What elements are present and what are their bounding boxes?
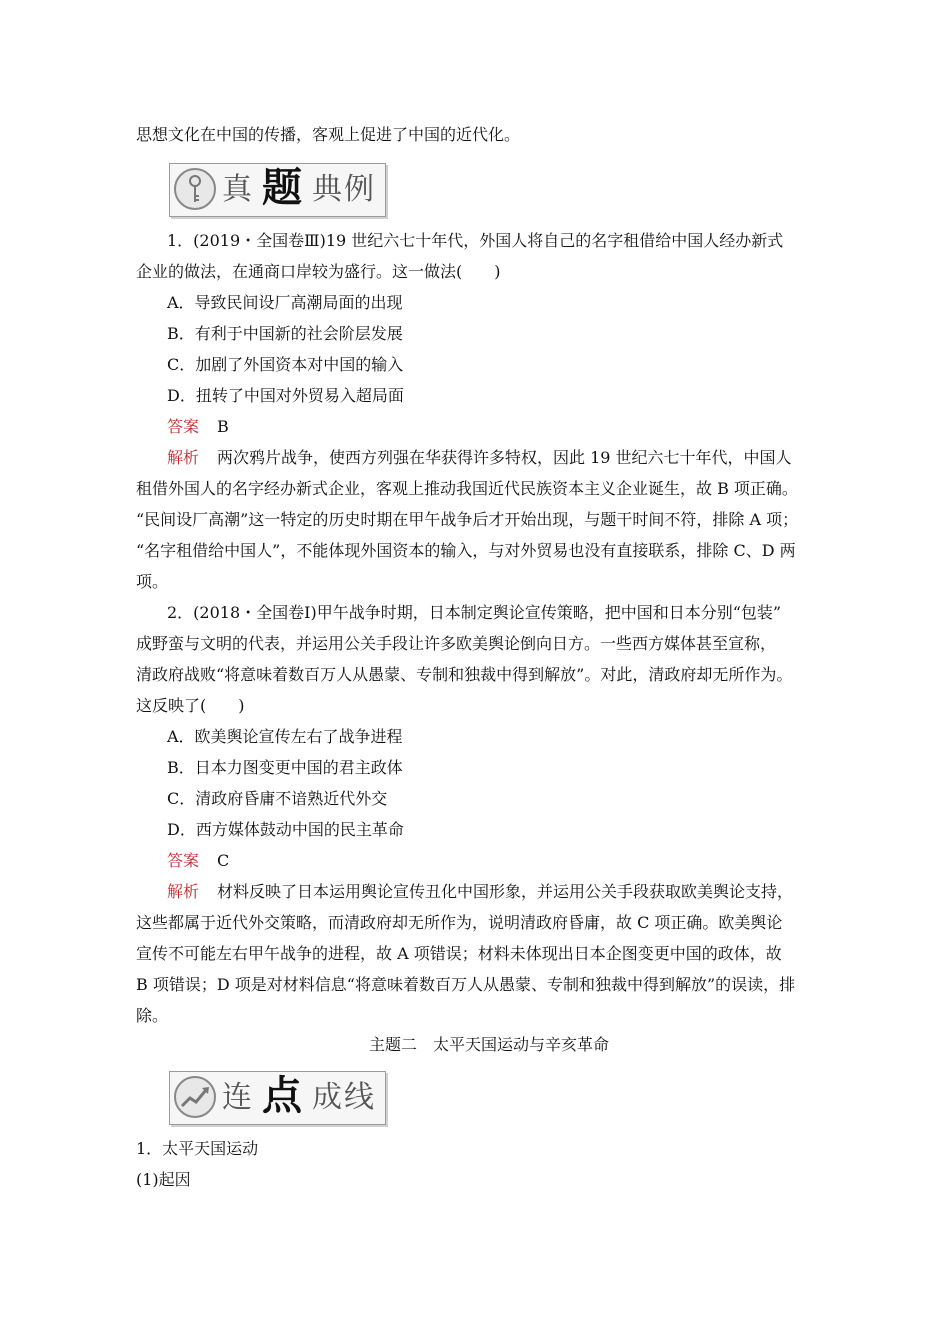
q2-stem-line3: 清政府战败“将意味着数百万人从愚蒙、专制和独裁中得到解放”。对此，清政府却无所作为。 xyxy=(136,665,793,684)
q2-answer-value: C xyxy=(217,851,230,870)
q1-answer-label: 答案 xyxy=(167,417,200,436)
banner2-char-a: 连 xyxy=(222,1080,254,1115)
intro-text: 思想文化在中国的传播，客观上促进了中国的近代化。 xyxy=(136,125,521,144)
section-heading-1: 1．太平天国运动 xyxy=(136,1139,259,1158)
zhenti-dianli-banner xyxy=(169,163,386,217)
q2-analysis-line3: 宣传不可能左右甲午战争的进程，故 A 项错误；材料未体现出日本企图变更中国的政体，故 xyxy=(136,944,782,963)
trend-arrow-icon xyxy=(174,1076,216,1118)
q2-analysis-line1 xyxy=(167,881,793,903)
q1-option-b: B．有利于中国新的社会阶层发展 xyxy=(167,324,403,343)
q2-stem-line2: 成野蛮与文明的代表，并运用公关手段让许多欧美舆论倒向日方。一些西方媒体甚至宣称， xyxy=(136,634,777,653)
banner1-char-c: 典例 xyxy=(312,172,376,207)
banner2-char-c: 成线 xyxy=(312,1080,376,1115)
topic-title: 主题二 太平天国运动与辛亥革命 xyxy=(369,1035,610,1054)
q2-stem-line1: 2．(2018・全国卷Ⅰ)甲午战争时期，日本制定舆论宣传策略，把中国和日本分别“包装” xyxy=(167,603,782,622)
q2-analysis-line5: 除。 xyxy=(136,1006,169,1025)
banner1-char-b: 题 xyxy=(262,164,302,211)
q2-analysis-line4: B 项错误；D 项是对材料信息“将意味着数百万人从愚蒙、专制和独裁中得到解放”的误读，排 xyxy=(136,975,796,994)
q1-answer xyxy=(167,416,229,438)
q1-analysis-line5: 项。 xyxy=(136,572,169,591)
key-icon xyxy=(174,168,216,210)
banner2-char-b: 点 xyxy=(262,1072,302,1119)
q2-option-c: C．清政府昏庸不谙熟近代外交 xyxy=(167,789,388,808)
q2-analysis-line2: 这些都属于近代外交策略，而清政府却无所作为，说明清政府昏庸，故 C 项正确。欧美舆论 xyxy=(136,913,783,932)
q2-analysis-text1: 材料反映了日本运用舆论宣传丑化中国形象，并运用公关手段获取欧美舆论支持， xyxy=(217,882,794,901)
q1-option-d: D．扭转了中国对外贸易入超局面 xyxy=(167,386,404,405)
q1-answer-value: B xyxy=(217,417,229,436)
liandian-chengxian-banner xyxy=(169,1071,386,1125)
q1-stem-line1: 1．(2019・全国卷Ⅲ)19 世纪六七十年代，外国人将自己的名字租借给中国人经办新式 xyxy=(167,231,784,250)
q2-option-a: A．欧美舆论宣传左右了战争进程 xyxy=(167,727,403,746)
q2-option-b: B．日本力图变更中国的君主政体 xyxy=(167,758,403,777)
q1-analysis-line2: 租借外国人的名字经办新式企业，客观上推动我国近代民族资本主义企业诞生，故 B 项正确。 xyxy=(136,479,798,498)
q1-analysis-line3: “民间设厂高潮”这一特定的历史时期在甲午战争后才开始出现，与题干时间不符，排除 A 项； xyxy=(136,510,799,529)
q2-stem-line4: 这反映了( ) xyxy=(136,696,245,715)
q2-analysis-label: 解析 xyxy=(167,882,200,901)
q1-stem-line2: 企业的做法，在通商口岸较为盛行。这一做法( ) xyxy=(136,262,501,281)
q1-analysis-text1: 两次鸦片战争，使西方列强在华获得许多特权，因此 19 世纪六七十年代，中国人 xyxy=(217,448,792,467)
q1-option-c: C．加剧了外国资本对中国的输入 xyxy=(167,355,404,374)
subsection-heading-1: (1)起因 xyxy=(136,1170,191,1189)
q1-analysis-label: 解析 xyxy=(167,448,200,467)
q1-analysis-line1 xyxy=(167,447,792,469)
q2-option-d: D．西方媒体鼓动中国的民主革命 xyxy=(167,820,404,839)
q2-answer-label: 答案 xyxy=(167,851,200,870)
q2-answer xyxy=(167,850,229,872)
q1-analysis-line4: “名字租借给中国人”，不能体现外国资本的输入，与对外贸易也没有直接联系，排除 C、D 两 xyxy=(136,541,796,560)
banner1-char-a: 真 xyxy=(222,172,254,207)
q1-option-a: A．导致民间设厂高潮局面的出现 xyxy=(167,293,403,312)
